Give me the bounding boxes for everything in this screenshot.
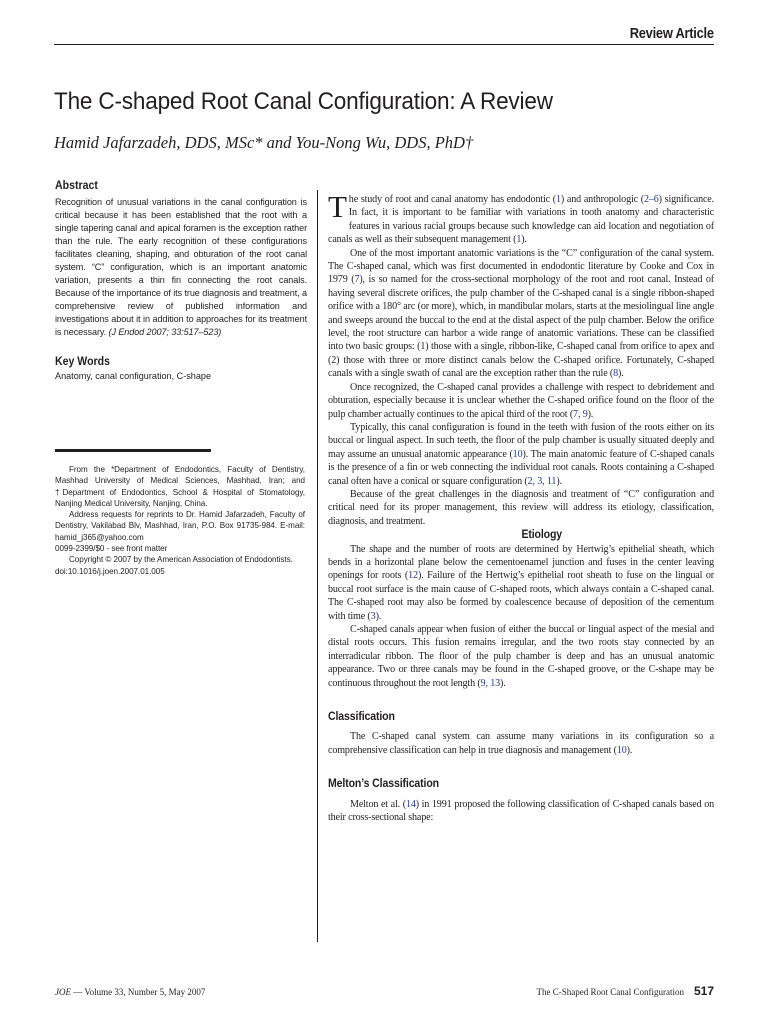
- reprint-address: Address requests for reprints to Dr. Hamid Jafarzadeh, Faculty of Dentistry, Vakilabad Blv, Mashhad, Iran, P.O. Box 91735-984. E-mail: hamid_j365@yahoo.com: [55, 510, 305, 542]
- citation-link[interactable]: 1: [516, 234, 522, 246]
- journal-abbrev: JOE: [55, 987, 71, 997]
- keywords-heading: Key Words: [55, 354, 110, 368]
- citation-link[interactable]: 12: [408, 570, 418, 582]
- footer-running-title: [536, 984, 714, 998]
- column-divider: [317, 190, 318, 942]
- affiliations: [55, 464, 305, 577]
- header-rule: [54, 44, 714, 45]
- melton-heading: Melton’s Classification: [328, 776, 440, 791]
- citation-link[interactable]: 14: [405, 798, 416, 810]
- footer-journal: [55, 987, 205, 997]
- citation-link[interactable]: 7, 9: [573, 408, 588, 420]
- classification-heading: Classification: [328, 709, 395, 724]
- article-title: The C-shaped Root Canal Configuration: A Review: [54, 88, 553, 115]
- authors: Hamid Jafarzadeh, DDS, MSc* and You-Nong Wu, DDS, PhD†: [54, 133, 474, 152]
- citation-link[interactable]: 10: [512, 448, 523, 460]
- citation-link[interactable]: 1: [556, 194, 561, 205]
- citation-link[interactable]: 9, 13: [480, 677, 500, 689]
- page-number: 517: [693, 984, 714, 998]
- citation-link[interactable]: 8: [613, 368, 619, 380]
- etiology-paragraph-2: C-shaped canals appear when fusion of either the buccal or lingual aspect of the mesial and distal roots occurs. This fusion remains irregular, and the two roots stay connected by an interradicular ribbon. The floor of the pulp chamber is deep and has an unusual anatomic appearance. Two or three canals may be found in the C-shaped groove, or the C-shape may be continuous throughout the root length (9, 13).: [328, 624, 714, 689]
- citation-link[interactable]: 2–6: [643, 194, 659, 205]
- left-column: [55, 178, 307, 381]
- citation-link[interactable]: 3: [370, 610, 376, 622]
- citation-link[interactable]: 7: [354, 274, 360, 286]
- keywords-text: Anatomy, canal configuration, C-shape: [55, 371, 212, 381]
- intro-paragraph-1: The study of root and canal anatomy has endodontic (1) and anthropologic (2–6) significance. In fact, it is important to be familiar with variations in tooth anatomy and characteristic features in various racial groups because such knowledge can aid location and negotiation of canals as well as their subsequent management (1).: [328, 189, 715, 246]
- abstract-body: Recognition of unusual variations in the canal configuration is critical because it has been established that the root with a single tapering canal and apical foramen is the exception rather than the rule. The early recognition of these configurations facilitates cleaning, shaping, and obturation of the root canal system. “C” configuration, which is an important anatomic variation, presents a thin fin connecting the root canals. Because of the importance of its true diagnosis and treatment, a comprehensive review of published information and investigations about it in addition to approaches for its treatment is necessary.: [55, 197, 307, 337]
- intro-paragraph-5: Because of the great challenges in the diagnosis and treatment of “C” configuration and critical need for its proper management, this review will address its etiology, classification, diagnosis, and treatment.: [328, 488, 714, 527]
- copyright-line: Copyright © 2007 by the American Association of Endodontists.: [69, 555, 293, 565]
- running-title: The C-Shaped Root Canal Configuration: [536, 987, 684, 997]
- citation-link[interactable]: 10: [616, 744, 627, 756]
- intro-paragraph-2: One of the most important anatomic variations is the “C” configuration of the canal system. The C-shaped canal, which was first documented in endodontic literature by Cooke and Cox in 1979 (7), is so named for the cross-sectional morphology of the root and root canal. Instead of having several discrete orifices, the pulp chamber of the C-shaped canal is a single ribbon-shaped orifice with a 180° arc (or more), which, in mandibular molars, starts at the mesiolingual line angle and sweeps around the buccal to the end at the distal aspect of the pulp chamber. Below the orifice level, the root structure can harbor a wide range of anatomic variations. These can be classified into two basic groups: (1) those with a single, ribbon-like, C-shaped canal from orifice to apex and (2) those with three or more distinct canals below the C-shaped orifice. Fortunately, C-shaped canals with a single swath of canal are the exception rather than the rule (8).: [328, 247, 714, 380]
- abstract-heading: Abstract: [55, 178, 98, 192]
- classification-paragraph: The C-shaped canal system can assume many variations in its configuration so a comprehensive classification can help in true diagnosis and management (10).: [328, 731, 714, 756]
- affiliation-departments: From the *Department of Endodontics, Faculty of Dentistry, Mashhad University of Medical Sciences, Mashhad, Iran; and †Department of Endodontics, School & Hospital of Stomatology, Nanjing Medical University, Nanjing, China.: [55, 465, 305, 508]
- intro-paragraph-4: Typically, this canal configuration is found in the teeth with fusion of the roots either on its buccal or lingual aspect. In such teeth, the floor of the pulp chamber is usually situated deeply and may assume an unusual anatomic appearance (10). The main anatomic feature of C-shaped canals is the presence of a fin or web connecting the individual root canals. Roots containing a C-shaped canal often have a conical or square configuration (2, 3, 11).: [328, 421, 715, 487]
- drop-cap: T: [328, 189, 347, 224]
- journal-issue: — Volume 33, Number 5, May 2007: [71, 987, 206, 997]
- abstract-citation: (J Endod 2007; 33:517–523): [108, 327, 222, 337]
- melton-paragraph: Melton et al. (14) in 1991 proposed the following classification of C-shaped canals based on their cross-sectional shape:: [328, 798, 714, 824]
- etiology-paragraph-1: The shape and the number of roots are determined by Hertwig’s epithelial sheath, which bends in a horizontal plane below the cementoenamel junction and fuses in the center leaving openings for roots (12). Failure of the Hertwig’s epithelial root sheath to fuse on the lingual or buccal root surface is the main cause of C-shaped roots, which always contain a C-shaped canal. The C-shaped root may also be formed by coalescence because of deposition of the cementum with time (3).: [328, 543, 714, 622]
- intro-paragraph-3: Once recognized, the C-shaped canal provides a challenge with respect to debridement and obturation, especially because it is unclear whether the C-shaped orifice found on the floor of the pulp chamber actually continues to the apical third of the root (7, 9).: [328, 381, 714, 420]
- article-type-label: Review Article: [629, 25, 714, 42]
- citation-link[interactable]: 2, 3, 11: [527, 475, 557, 487]
- issn-line: 0099-2399/$0 - see front matter: [55, 544, 168, 554]
- abstract-text: [55, 196, 307, 339]
- etiology-heading: Etiology: [521, 527, 562, 542]
- right-column: [328, 189, 715, 824]
- doi-line: doi:10.1016/j.joen.2007.01.005: [55, 566, 165, 576]
- affiliation-rule: [55, 449, 211, 452]
